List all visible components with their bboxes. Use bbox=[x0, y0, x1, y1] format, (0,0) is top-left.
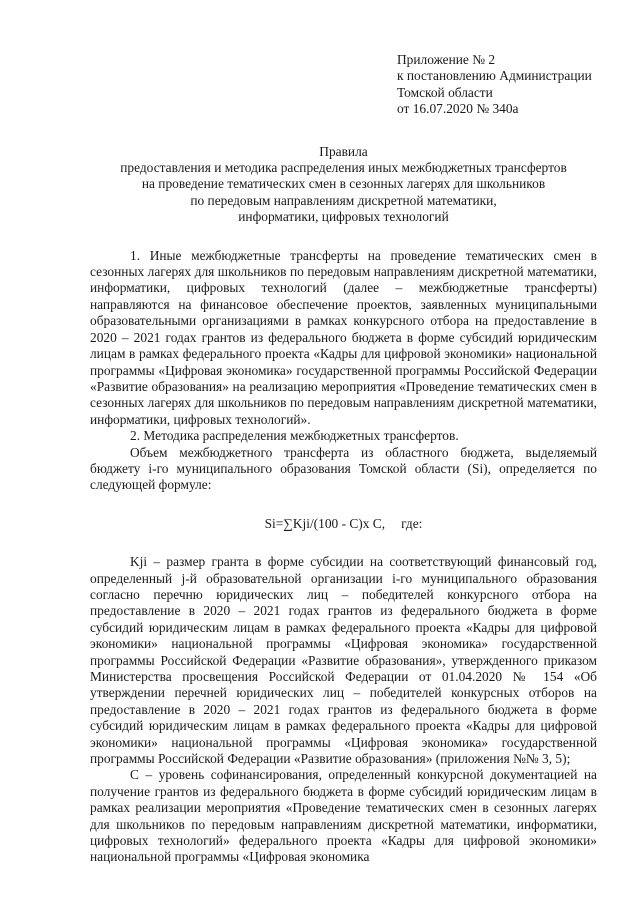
formula-suffix: где: bbox=[401, 515, 423, 531]
appendix-line-1: Приложение № 2 bbox=[397, 52, 496, 67]
paragraph-1: 1. Иные межбюджетные трансферты на проведение тематических смен в сезонных лагерях для школьников по передовым направлениям дискретной математики, информатики, цифровых технологий (далее – межбюджетные трансферты) направляются на финансовое обеспечение проектов, заявленных муниципальными образовательными организациями в рамках конкурсного отбора на предоставление в 2020 – 2021 годах грантов из федерального бюджета в форме субсидий юридическим лицам в рамках федерального проекта «Кадры для цифровой экономики» национальной программы «Цифровая экономика» государственной программы Российской Федерации «Развитие образования» на реализацию мероприятия «Проведение тематических смен в сезонных лагерях для школьников по передовым направлениям дискретной математики, информатики, цифровых технологий». bbox=[90, 247, 597, 427]
document-body bbox=[90, 248, 597, 866]
paragraph-3: Объем межбюджетного трансферта из областного бюджета, выделяемый бюджету i-го муниципального образования Томской области (Si), определяется по следующей формуле: bbox=[90, 444, 597, 493]
appendix-header bbox=[397, 52, 597, 118]
paragraph-2: 2. Методика распределения межбюджетных трансфертов. bbox=[130, 428, 459, 444]
formula bbox=[90, 516, 597, 532]
document-title bbox=[90, 144, 597, 226]
title-line-2: на проведение тематических смен в сезонных лагерях для школьников bbox=[141, 176, 546, 192]
appendix-line-3: Томской области bbox=[397, 84, 493, 100]
appendix-line-4: от 16.07.2020 № 340а bbox=[397, 101, 519, 117]
paragraph-c-definition: С – уровень софинансирования, определенный конкурсной документацией на получение грантов из федерального бюджета в форме субсидий юридическим лицам в рамках реализации мероприятия «Проведение тематических смен в сезонных лагерях для школьников по передовым направлениям дискретной математики, информатики, цифровых технологий» федерального проекта «Кадры для цифровой экономики» национальной программы «Цифровая экономика bbox=[90, 767, 597, 865]
paragraph-kji-definition: Kji – размер гранта в форме субсидии на соответствующий финансовый год, определенный j-й образовательной организации i-го муниципального образования согласно перечню юридических лиц – победителей конкурсного отбора на предоставление в 2020 – 2021 годах грантов из федерального бюджета в форме субсидий юридическим лицам в рамках федерального проекта «Кадры для цифровой экономики» национальной программы «Цифровая экономика» государственной программы Российской Федерации «Развитие образования», утвержденного приказом Министерства просвещения Российской Федерации от 01.04.2020 № 154 «Об утверждении перечней юридических лиц – победителей конкурсных отборов на предоставление в 2020 – 2021 годах грантов из федерального бюджета в форме субсидий юридическим лицам в рамках федерального проекта «Кадры для цифровой экономики» национальной программы «Цифровая экономика» государственной программы Российской Федерации «Развитие образования» (приложения №№ 3, 5); bbox=[90, 554, 597, 767]
title-line-4: информатики, цифровых технологий bbox=[238, 209, 449, 225]
formula-expression: Si=∑Kji/(100 - C)x C, bbox=[264, 515, 386, 531]
title-line-3: по передовым направлениям дискретной математики, bbox=[190, 192, 497, 208]
title-line-1: предоставления и методика распределения иных межбюджетных трансфертов bbox=[120, 160, 567, 176]
appendix-line-2: к постановлению Администрации bbox=[397, 68, 592, 84]
title-main: Правила bbox=[319, 143, 368, 159]
